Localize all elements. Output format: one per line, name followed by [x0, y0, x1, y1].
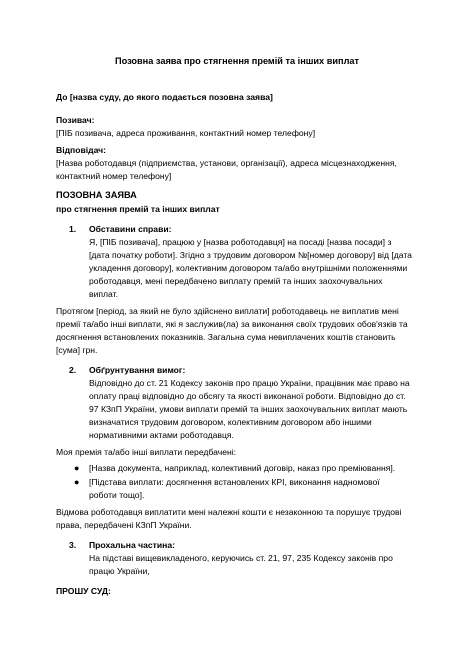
section-text-line: нормативними актами роботодавця. — [89, 430, 234, 440]
bullet-icon: ● — [74, 477, 80, 487]
paragraph-line: Моя премія та/або інші виплати передбачені: — [56, 447, 237, 457]
defendant-details-line: [Назва роботодавця (підприємства, установи, організації), адреса місцезнаходження, — [56, 158, 397, 168]
section-text-line: Я, [ПІБ позивача], працюю у [назва роботодавця] на посаді [назва посади] з — [89, 237, 392, 247]
claim-heading: ПОЗОВНА ЗАЯВА — [56, 190, 137, 200]
paragraph-line: досягнення встановлених показників. Загальна сума невиплачених коштів становить — [56, 332, 396, 342]
section-heading-grounds: Обґрунтування вимог: — [89, 365, 186, 375]
paragraph-line: права, передбачені КЗпП України. — [56, 520, 192, 530]
paragraph-line: премії та/або інші виплати, які я заслужив(ла) за виконання своїх трудових обов'язків та — [56, 319, 408, 329]
defendant-details-line: контактний номер телефону] — [56, 171, 172, 181]
paragraph-line: Відмова роботодавця виплатити мені належні кошти є незаконною та порушує трудові — [56, 507, 402, 517]
prayer-heading: ПРОШУ СУД: — [56, 586, 111, 596]
section-text-line: На підставі вищевикладеного, керуючись ст. 21, 97, 235 Кодексу законів про — [89, 553, 393, 563]
list-item: [Назва документа, наприклад, колективний договір, наказ про преміювання]. — [89, 463, 396, 473]
document-title: Позовна заява про стягнення премій та інших виплат — [114, 56, 360, 66]
claim-subheading: про стягнення премій та інших виплат — [56, 204, 220, 214]
section-heading-circumstances: Обставини справи: — [89, 224, 172, 234]
paragraph-line: Протягом [період, за який не було здійснено виплати] роботодавець не виплатив мені — [56, 306, 399, 316]
paragraph-line: [сума] грн. — [56, 345, 98, 355]
section-number: 1. — [69, 224, 77, 234]
court-addressee: До [назва суду, до якого подається позовна заява] — [56, 92, 273, 102]
defendant-heading: Відповідач: — [56, 145, 107, 155]
section-heading-prayer: Прохальна частина: — [89, 540, 175, 550]
bullet-icon: ● — [74, 463, 80, 473]
plaintiff-details: [ПІБ позивача, адреса проживання, контактний номер телефону] — [56, 128, 316, 138]
plaintiff-heading: Позивач: — [56, 115, 95, 125]
section-text-line: працю України, — [89, 566, 150, 576]
section-text-line: укладення договору], колективним договором та/або внутрішніми положеннями — [89, 263, 408, 273]
section-text-line: Відповідно до ст. 21 Кодексу законів про працю України, працівник має право на — [89, 378, 410, 388]
section-number: 2. — [69, 365, 77, 375]
list-item: [Підстава виплати: досягнення встановлених КРІ, виконання надномової — [89, 477, 380, 487]
section-text-line: оплату праці відповідно до обсягу та якості виконаної роботи. Відповідно до ст. — [89, 391, 406, 401]
section-text-line: роботодавця, мені передбачено виплату премій та інших заохочувальних — [89, 276, 383, 286]
section-text-line: визначатися трудовим договором, колективним договором або іншими — [89, 417, 372, 427]
list-item-continuation: роботи тощо]. — [89, 490, 145, 500]
section-number: 3. — [69, 540, 77, 550]
section-text-line: 97 КЗпП України, умови виплати премій та інших заохочувальних виплат мають — [89, 404, 408, 414]
section-text-line: [дата початку роботи]. Згідно з трудовим договором №[номер договору] від [дата — [89, 250, 412, 260]
section-text-line: виплат. — [89, 289, 118, 299]
